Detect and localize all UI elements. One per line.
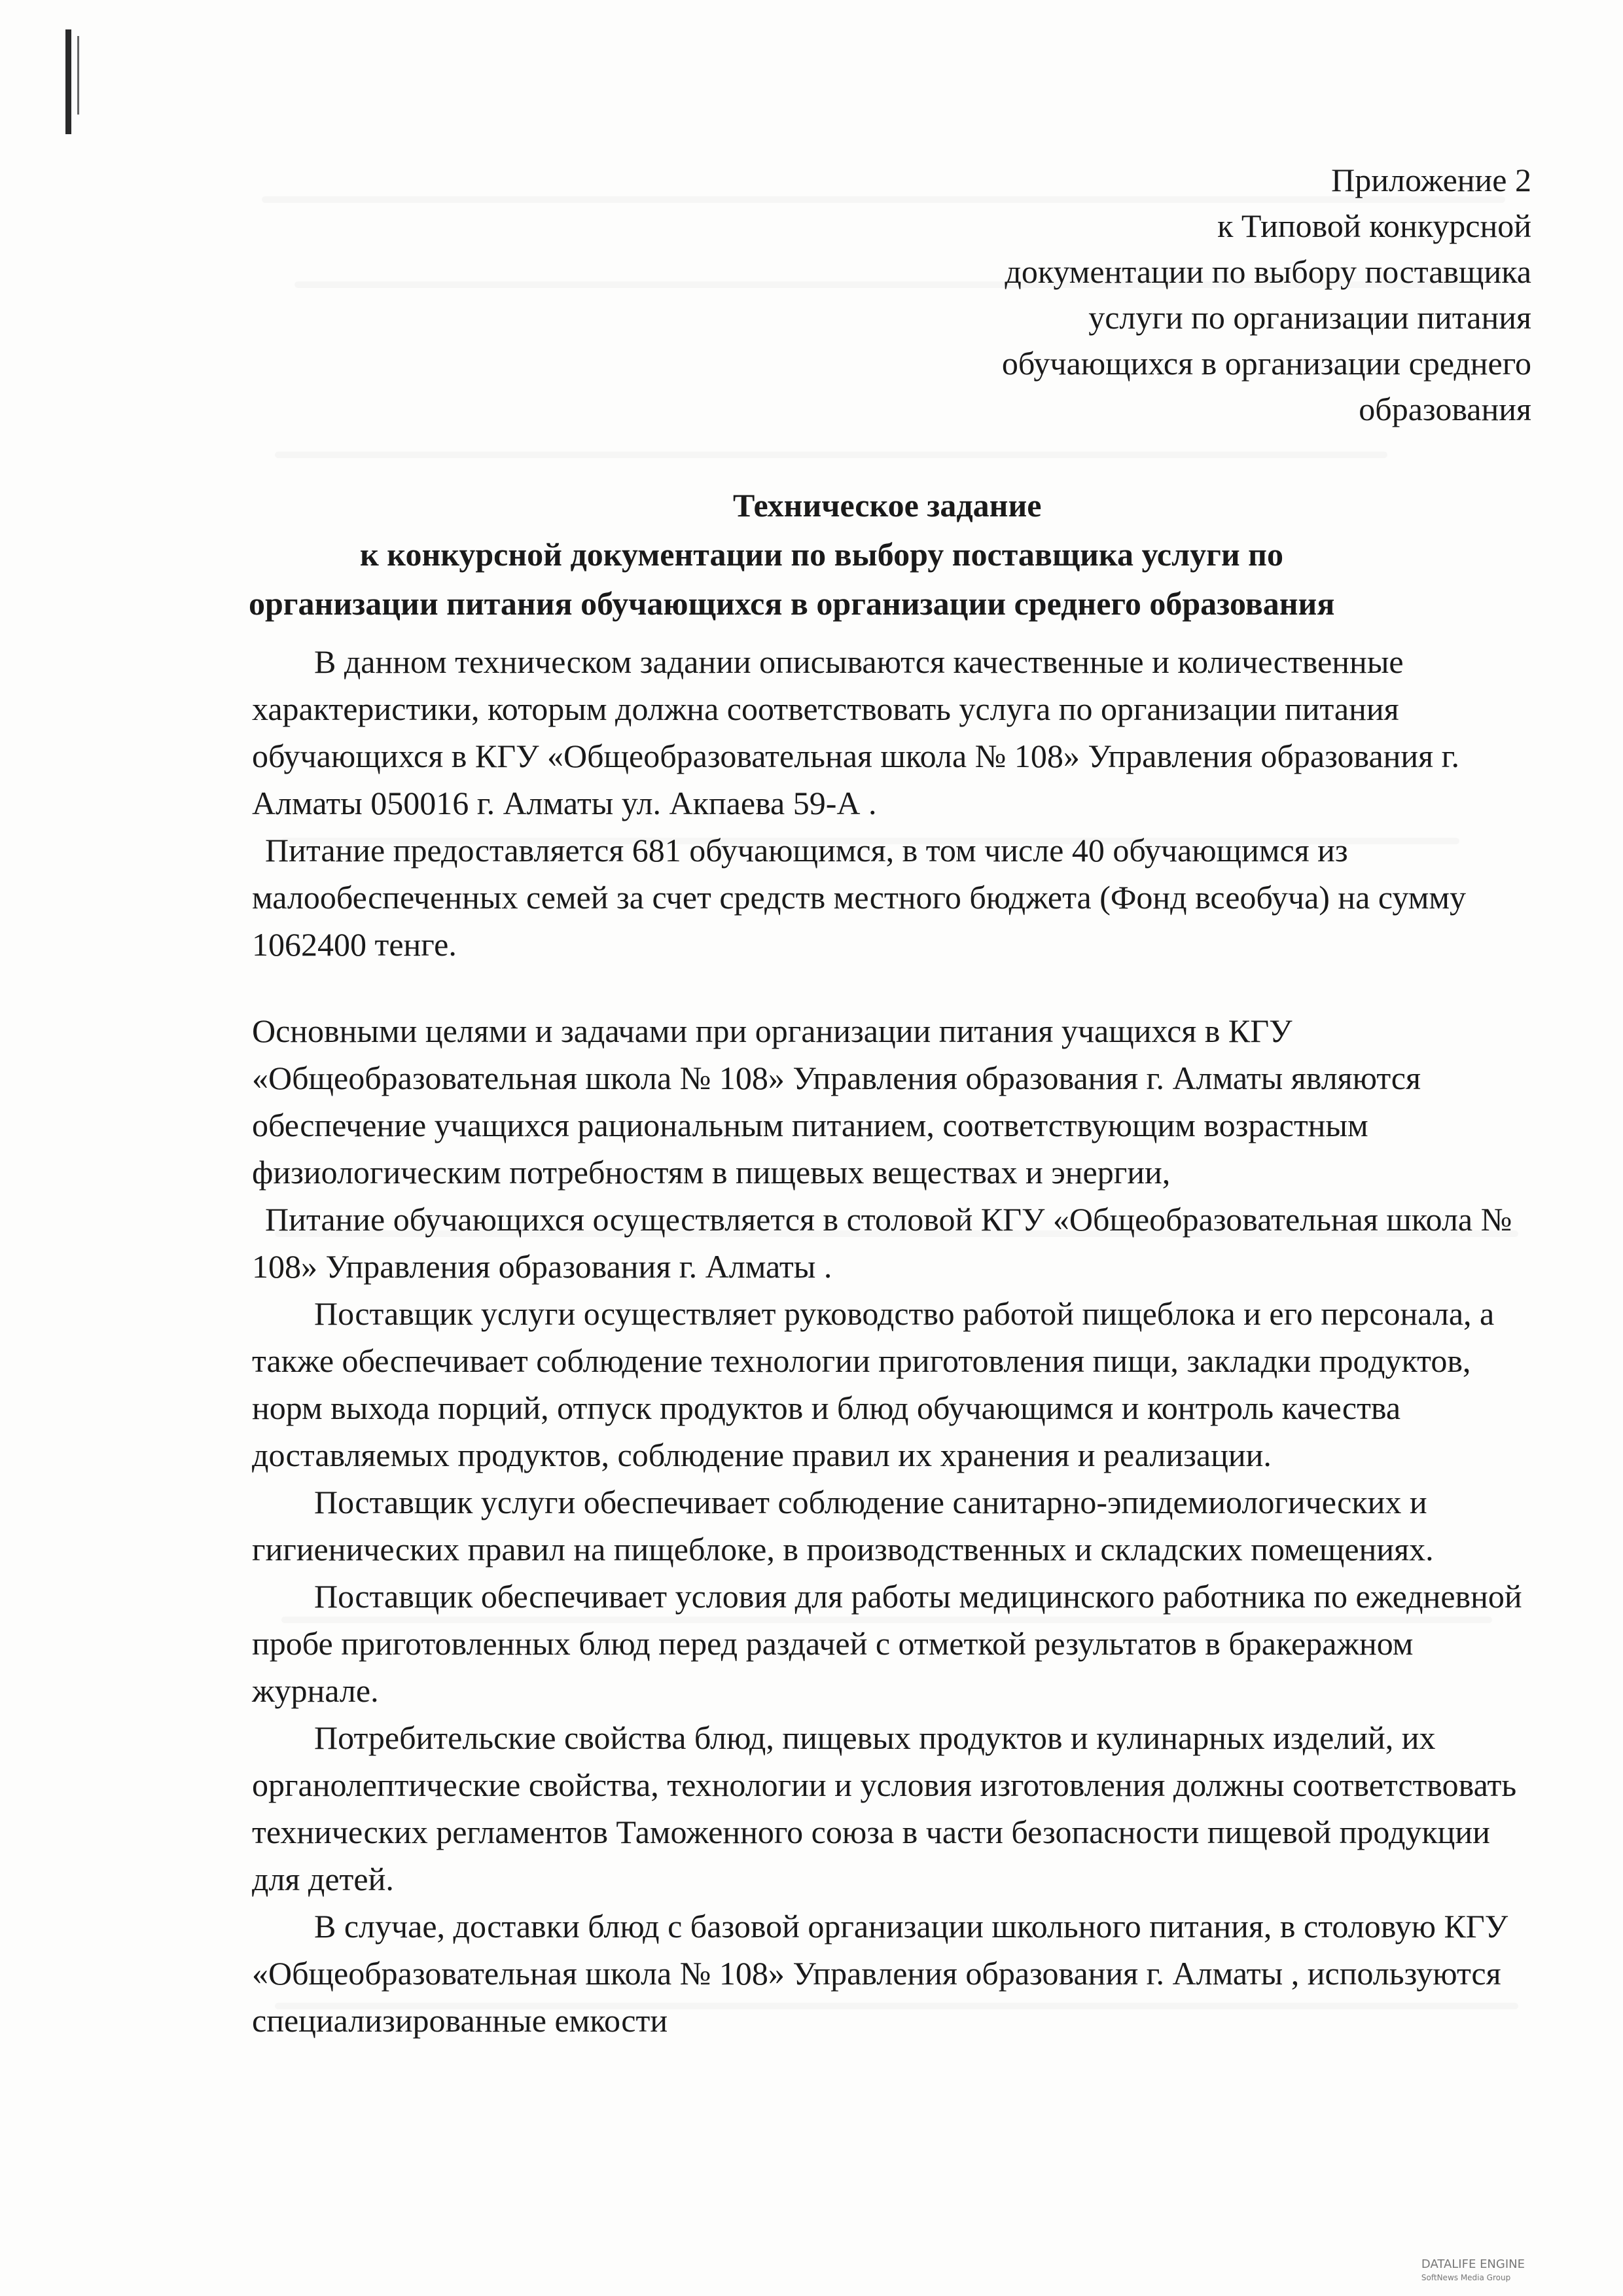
appendix-line: Приложение 2 [1331,162,1531,198]
appendix-line: услуги по организации питания [1088,299,1531,336]
paragraph-medical: Поставщик обеспечивает условия для работы медицинского работника по ежедневной пробе приготовленных блюд перед раздачей с отметкой результатов в бракеражном журнале. [252,1578,1522,1709]
title-line-1: Техническое задание [733,487,1042,524]
appendix-header [746,157,1531,432]
paragraph-recipients: Питание предоставляется 681 обучающимся, в том числе 40 обучающимся из малообеспеченных семей за счет средств местного бюджета (Фонд всеобуча) на сумму 1062400 тенге. [252,832,1467,963]
paragraph-supplier-management: Поставщик услуги осуществляет руководство работой пищеблока и его персонала, а также обеспечивает соблюдение технологии приготовления пищи, закладки продуктов, норм выхода порций, отпуск продуктов и блюд обучающимся и контроль качества доставляемых продуктов, соблюдение правил их хранения и реализации. [252,1295,1495,1473]
title-line-3: организации питания обучающихся в организации среднего образования [249,585,1335,622]
paragraph-canteen: Питание обучающихся осуществляется в столовой КГУ «Общеобразовательная школа № 108» Управления образования г. Алматы . [252,1201,1512,1285]
document-title [249,481,1558,628]
paragraph-description: В данном техническом задании описываются качественные и количественные характеристики, которым должна соответствовать услуга по организации питания обучающихся в КГУ «Общеобразовательная школа № 108» Управления образования г. Алматы 050016 г. Алматы ул. Акпаева 59-А . [252,643,1460,821]
scan-edge-mark [65,29,71,134]
watermark-logo-text: DATALIFE ENGINE [1421,2257,1525,2271]
paragraph-sanitary: Поставщик услуги обеспечивает соблюдение санитарно-эпидемиологических и гигиенических правил на пищеблоке, в производственных и складских помещениях. [252,1484,1434,1568]
watermark-logo [1421,2258,1525,2284]
appendix-line: обучающихся в организации среднего [1001,345,1531,382]
paragraph-goals: Основными целями и задачами при организации питания учащихся в КГУ «Общеобразовательная школа № 108» Управления образования г. Алматы являются обеспечение учащихся рациональным питанием, соответствующим возрастным физиологическим потребностям в пищевых веществах и энергии, [252,1013,1421,1191]
appendix-line: образования [1359,391,1531,427]
appendix-line: к Типовой конкурсной [1217,207,1531,244]
appendix-line: документации по выбору поставщика [1005,253,1531,290]
show-through-artifact [275,452,1387,458]
title-line-2: к конкурсной документации по выбору поставщика услуги по [360,536,1283,573]
watermark-logo-subtitle: SoftNews Media Group [1421,2273,1511,2282]
scan-edge-mark [77,36,79,115]
document-body [252,638,1535,2044]
paragraph-delivery: В случае, доставки блюд с базовой организации школьного питания, в столовую КГУ «Общеобразовательная школа № 108» Управления образования г. Алматы , используются специализированные емкости [252,1908,1508,2039]
paragraph-consumer-properties: Потребительские свойства блюд, пищевых продуктов и кулинарных изделий, их органолептические свойства, технологии и условия изготовления должны соответствовать технических регламентов Таможенного союза в части безопасности пищевой продукции для детей. [252,1719,1517,1897]
